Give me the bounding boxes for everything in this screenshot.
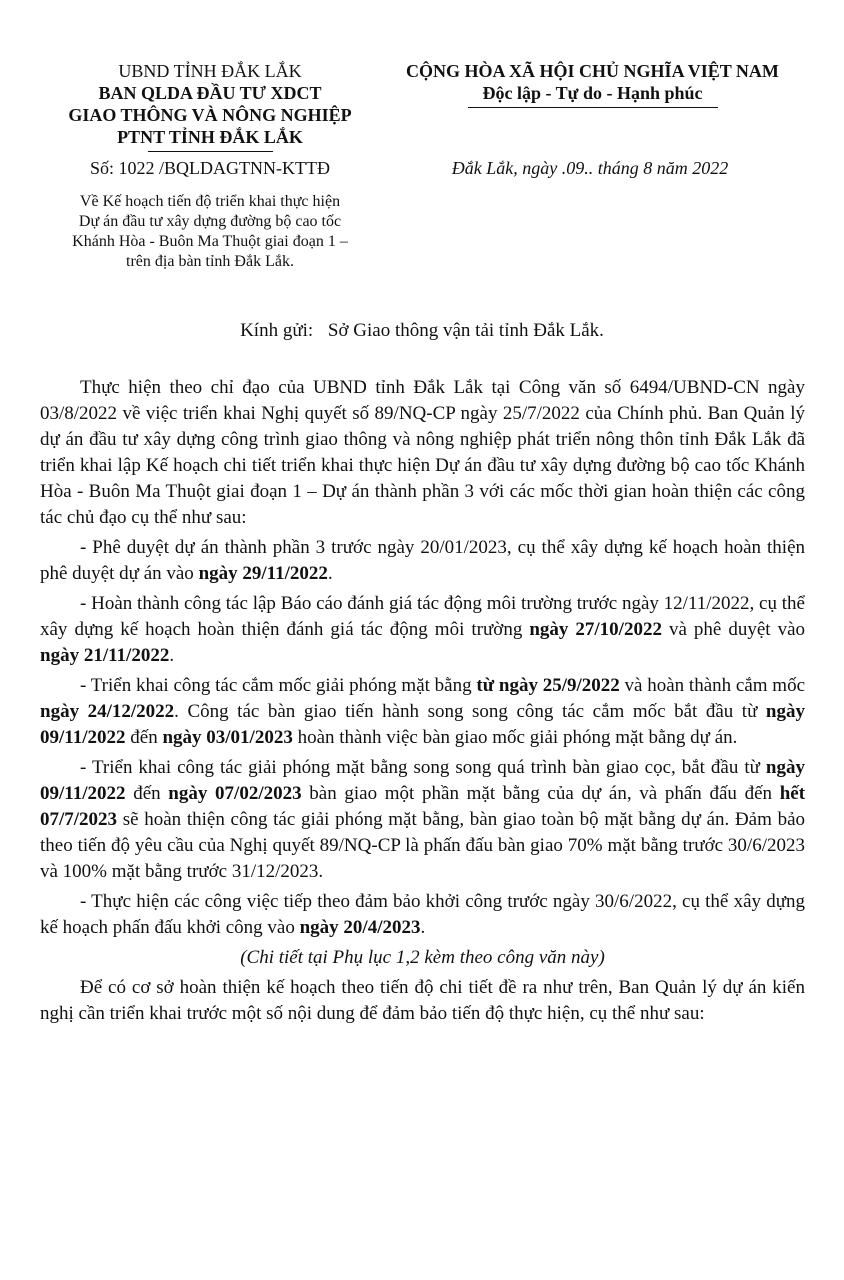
bullet-item bbox=[40, 889, 805, 941]
bullet-date: ngày 07/02/2023 bbox=[168, 783, 302, 804]
motto-divider bbox=[468, 107, 718, 108]
intro-paragraph: Thực hiện theo chỉ đạo của UBND tỉnh Đắk Lắk tại Công văn số 6494/UBND-CN ngày 03/8/2022 về việc triển khai Nghị quyết số 89/NQ-CP ngày 25/7/2022 của Chính phủ. Ban Quản lý dự án đầu tư xây dựng công trình giao thông và nông nghiệp phát triển nông thôn tỉnh Đắk Lắk đã triển khai lập Kế hoạch chi tiết triển khai thực hiện Dự án đầu tư xây dựng đường bộ cao tốc Khánh Hòa - Buôn Ma Thuột giai đoạn 1 – Dự án thành phần 3 với các mốc thời gian hoàn thiện các công tác chủ đạo cụ thể như sau: bbox=[40, 377, 805, 528]
board-name-line1: BAN QLDA ĐẦU TƯ XDCT bbox=[98, 83, 322, 103]
subject-line: trên địa bàn tỉnh Đắk Lắk. bbox=[126, 253, 294, 270]
document-number: Số: 1022 /BQLDAGTNN-KTTĐ bbox=[90, 158, 330, 178]
bullet-text: và phê duyệt vào bbox=[661, 619, 806, 640]
subject-line: Dự án đầu tư xây dựng đường bộ cao tốc bbox=[78, 213, 342, 230]
bullet-date: từ ngày 25/9/2022 bbox=[476, 675, 620, 696]
national-motto: Độc lập - Tự do - Hạnh phúc bbox=[482, 83, 703, 103]
bullet-text: - Hoàn thành công tác lập Báo cáo đánh giá tác động môi trường trước ngày 12/11/2022, cụ thể xây dựng kế hoạch hoàn thiện đánh giá tác động môi trường bbox=[40, 593, 805, 640]
bullet-item bbox=[40, 535, 805, 587]
recipient-line bbox=[40, 320, 804, 342]
issuing-agency-block bbox=[40, 60, 380, 152]
nation-title: CỘNG HÒA XÃ HỘI CHỦ NGHĨA VIỆT NAM bbox=[406, 61, 779, 81]
bullet-date: ngày 20/4/2023 bbox=[299, 917, 421, 938]
bullet-text: sẽ hoàn thiện công tác giải phóng mặt bằng, bàn giao toàn bộ mặt bằng dự án. Đảm bảo theo tiến độ yêu cầu của Nghị quyết 89/NQ-CP là phấn đấu bàn giao 70% mặt bằng trước 30/6/2023 và 100% mặt bằng trước 31/12/2023. bbox=[40, 809, 805, 882]
subject-line: Khánh Hòa - Buôn Ma Thuột giai đoạn 1 – bbox=[72, 233, 348, 250]
bullet-date: hết 07/7/2023 bbox=[40, 783, 806, 830]
bullet-text: - Phê duyệt dự án thành phần 3 trước ngày 20/01/2023, cụ thể xây dựng kế hoạch hoàn thiện phê duyệt dự án vào bbox=[40, 537, 805, 584]
bullet-date: ngày 09/11/2022 bbox=[40, 757, 805, 804]
bullet-text: bàn giao một phần mặt bằng của dự án, và phấn đấu đến bbox=[301, 783, 780, 804]
appendix-note: (Chi tiết tại Phụ lục 1,2 kèm theo công văn này) bbox=[240, 947, 605, 968]
document-date: Đắk Lắk, ngày .09.. tháng 8 năm 2022 bbox=[451, 158, 729, 178]
document-subject bbox=[40, 192, 380, 272]
bullet-date: ngày 27/10/2022 bbox=[529, 619, 662, 640]
bullet-text: . bbox=[420, 917, 426, 938]
bullet-item bbox=[40, 591, 805, 669]
board-name-line3: PTNT TỈNH ĐẮK LẮK bbox=[117, 127, 303, 147]
bullet-item bbox=[40, 673, 805, 751]
bullet-item bbox=[40, 755, 805, 885]
document-body bbox=[40, 375, 805, 1031]
bullet-text: . bbox=[327, 563, 333, 584]
board-name-line2: GIAO THÔNG VÀ NÔNG NGHIỆP bbox=[68, 105, 352, 125]
bullet-date: ngày 09/11/2022 bbox=[40, 701, 805, 748]
recipient-label: Kính gửi: bbox=[240, 320, 314, 341]
subject-line: Về Kế hoạch tiến độ triển khai thực hiện bbox=[79, 193, 341, 210]
bullet-date: ngày 29/11/2022 bbox=[198, 563, 328, 584]
bullet-text: hoàn thành việc bàn giao mốc giải phóng mặt bằng dự án. bbox=[292, 727, 738, 748]
national-header-block bbox=[365, 60, 820, 108]
bullet-date: ngày 21/11/2022 bbox=[40, 645, 170, 666]
bullet-text: đến bbox=[125, 727, 163, 748]
bullet-text: - Thực hiện các công việc tiếp theo đảm bảo khởi công trước ngày 30/6/2022, cụ thể xây dựng kế hoạch phấn đấu khởi công vào bbox=[40, 891, 805, 938]
parent-agency: UBND TỈNH ĐẮK LẮK bbox=[118, 61, 302, 81]
bullet-text: . Công tác bàn giao tiến hành song song công tác cắm mốc bắt đầu từ bbox=[174, 701, 766, 722]
recipient-name: Sở Giao thông vận tải tỉnh Đắk Lắk. bbox=[327, 320, 604, 341]
closing-paragraph: Để có cơ sở hoàn thiện kế hoạch theo tiến độ chi tiết đề ra như trên, Ban Quản lý dự án kiến nghị cần triển khai trước một số nội dung để đảm bảo tiến độ thực hiện, cụ thể như sau: bbox=[40, 977, 805, 1024]
bullet-text: và hoàn thành cắm mốc bbox=[619, 675, 805, 696]
bullet-date: ngày 24/12/2022 bbox=[40, 701, 175, 722]
bullet-text: . bbox=[169, 645, 175, 666]
header-divider bbox=[148, 151, 273, 152]
bullet-text: - Triển khai công tác giải phóng mặt bằng song song quá trình bàn giao cọc, bắt đầu từ bbox=[80, 757, 766, 778]
bullet-text: đến bbox=[125, 783, 169, 804]
bullet-text: - Triển khai công tác cắm mốc giải phóng mặt bằng bbox=[80, 675, 477, 696]
bullet-date: ngày 03/01/2023 bbox=[162, 727, 293, 748]
